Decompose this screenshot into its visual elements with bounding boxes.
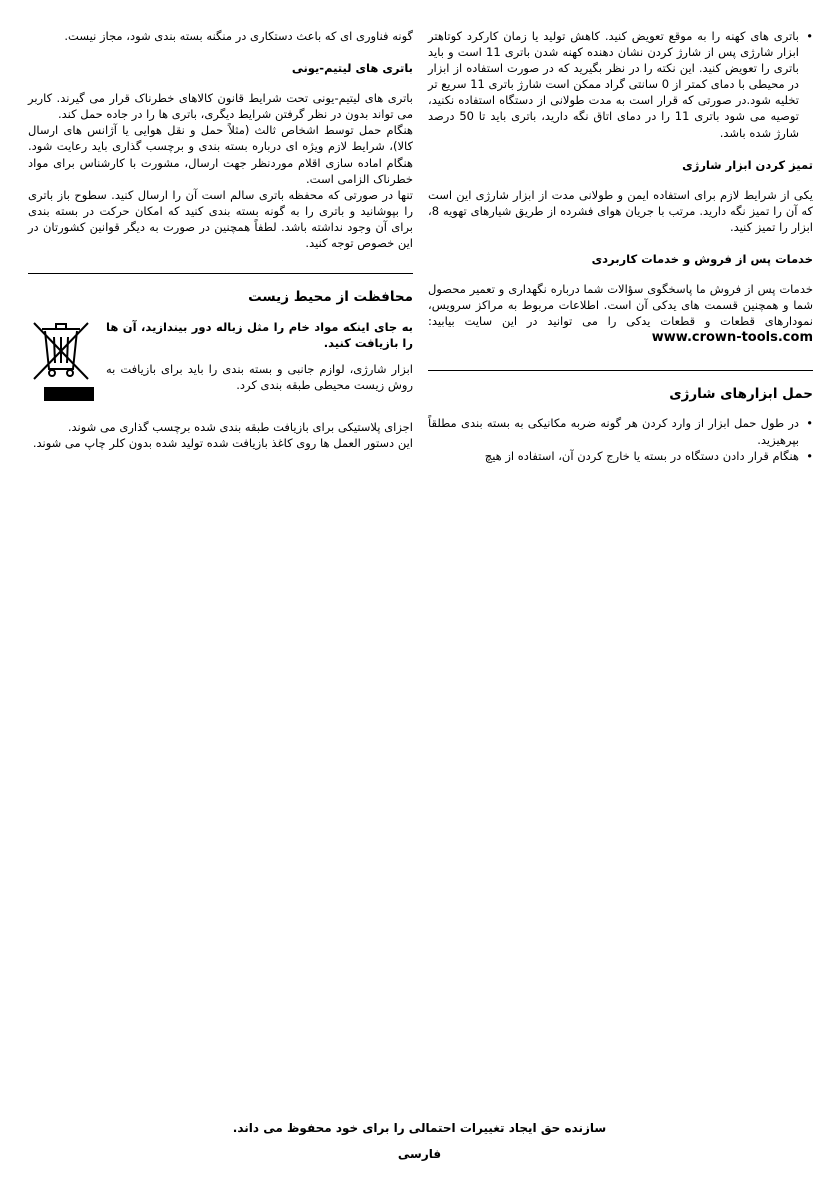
transport-bullet-2: • هنگام قرار دادن دستگاه در بسته یا خارج کردن آن، استفاده از هیچ bbox=[428, 448, 813, 464]
lithium-title: باتری های لیتیم-یونی bbox=[291, 61, 413, 76]
lithium-paragraph-2: هنگام حمل توسط اشخاص ثالث (مثلاً حمل و نقل هوایی یا آژانس های ارسال کالا)، شرایط لازم ویژه ای درباره بسته بندی و برچسب گذاری باید رعایت شود. هنگام اماده سازی اقلام موردنظر جهت ارسال، مشورت با کارشناس برای مواد خطرناک الزامی است. bbox=[28, 123, 413, 186]
recycling-block bbox=[28, 319, 413, 419]
right-column bbox=[428, 28, 813, 464]
environment-paragraph-1: ابزار شارژی، لوازم جانبی و بسته بندی را باید برای بازیافت به روش زیست محیطی طبقه بندی کرد. bbox=[106, 362, 413, 393]
crossed-out-bin-icon bbox=[28, 319, 94, 401]
service-paragraph bbox=[428, 281, 813, 347]
footer-language: فارسی bbox=[397, 1147, 442, 1161]
transport-bullet-1: • در طول حمل ابزار از وارد کردن هر گونه ضربه مکانیکی به بسته بندی مطلقاً بپرهیزید. bbox=[428, 415, 813, 447]
service-url-link[interactable]: www.crown-tools.com bbox=[651, 330, 813, 346]
cleaning-text: یکی از شرایط لازم برای استفاده ایمن و طولانی مدت از ابزار شارژی این است که آن را تمیز نگه دارید. مرتب با جریان هوای فشرده از طریق شیارهای تهویه 8، ابزار را تمیز کنید. bbox=[428, 187, 813, 234]
cleaning-title: تمیز کردن ابزار شارژی bbox=[682, 157, 813, 172]
transport-continued-text: گونه فناوری ای که باعث دستکاری در منگنه بسته بندی شود، مجاز نیست. bbox=[64, 29, 413, 43]
environment-paragraph-3: این دستور العمل ها روی کاغذ بازیافت شده تولید شده بدون کلر چاپ می شوند. bbox=[32, 436, 413, 451]
section-divider bbox=[28, 273, 413, 274]
environment-paragraph-2: اجزای پلاستیکی برای بازیافت طبقه بندی شده برچسب گذاری می شوند. bbox=[67, 420, 413, 435]
left-column bbox=[28, 28, 413, 451]
footer-note: سازنده حق ایجاد تغییرات احتمالی را برای خود محفوظ می داند. bbox=[232, 1121, 607, 1135]
environment-bold-text: به جای اینکه مواد خام را مثل زباله دور بیندازید، آن ها را بازیافت کنید. bbox=[106, 320, 413, 351]
environment-title: محافظت از محیط زیست bbox=[248, 289, 413, 306]
lithium-paragraph-1: باتری های لیتیم-یونی تحت شرایط قانون کالاهای خطرناک قرار می گیرند. کاربر می تواند بدون در نظر گرفتن شرایط دیگری، باتری ها را در جاده حمل کند. bbox=[28, 91, 413, 122]
bin-underline-bar bbox=[44, 387, 94, 401]
battery-replacement-bullet: • باتری های کهنه را به موقع تعویض کنید. کاهش تولید یا زمان کارکرد کوتاهتر ابزار شارژی پس از شارژ کردن نشان دهنده کهنه شدن باتری 11 است و باید باتری را تعویض کنید. این نکته را در نظر بگیرید که در صورت استفاده از ابزار در محیطی با دمای کمتر از 0 سانتی گراد ممکن است شارژ باتری 11 سریع تر تخلیه شود.در صورتی که قرار است به مدت طولانی از دستگاه استفاده نکنید، توصیه می شود باتری 11 را در دمای اتاق نگه دارید، باتری باید تا 50 درصد شارژ شده باشد. bbox=[428, 28, 813, 141]
section-divider bbox=[428, 370, 813, 371]
service-text: خدمات پس از فروش ما پاسخگوی سؤالات شما درباره نگهداری و تعمیر محصول شما و همچنین قسمت های یدکی آن است. اطلاعات مربوط به مراکز سرویس، نمودارهای قطعات و قطعات یدکی را می توانید در این سایت بیابید: bbox=[428, 282, 813, 329]
transport-title: حمل ابزارهای شارژی bbox=[669, 385, 813, 402]
service-title: خدمات پس از فروش و خدمات کاربردی bbox=[591, 252, 813, 267]
lithium-paragraph-3: تنها در صورتی که محفظه باتری سالم است آن را ارسال کنید. سطوح باز باتری را بپوشانید و باتری را به گونه بسته بندی کنید که امکان حرکت در بسته بندی برای آن وجود نداشته باشد. لطفاً همچنین در صورت به دیگر قوانین کشورتان در این خصوص توجه کنید. bbox=[28, 187, 413, 251]
